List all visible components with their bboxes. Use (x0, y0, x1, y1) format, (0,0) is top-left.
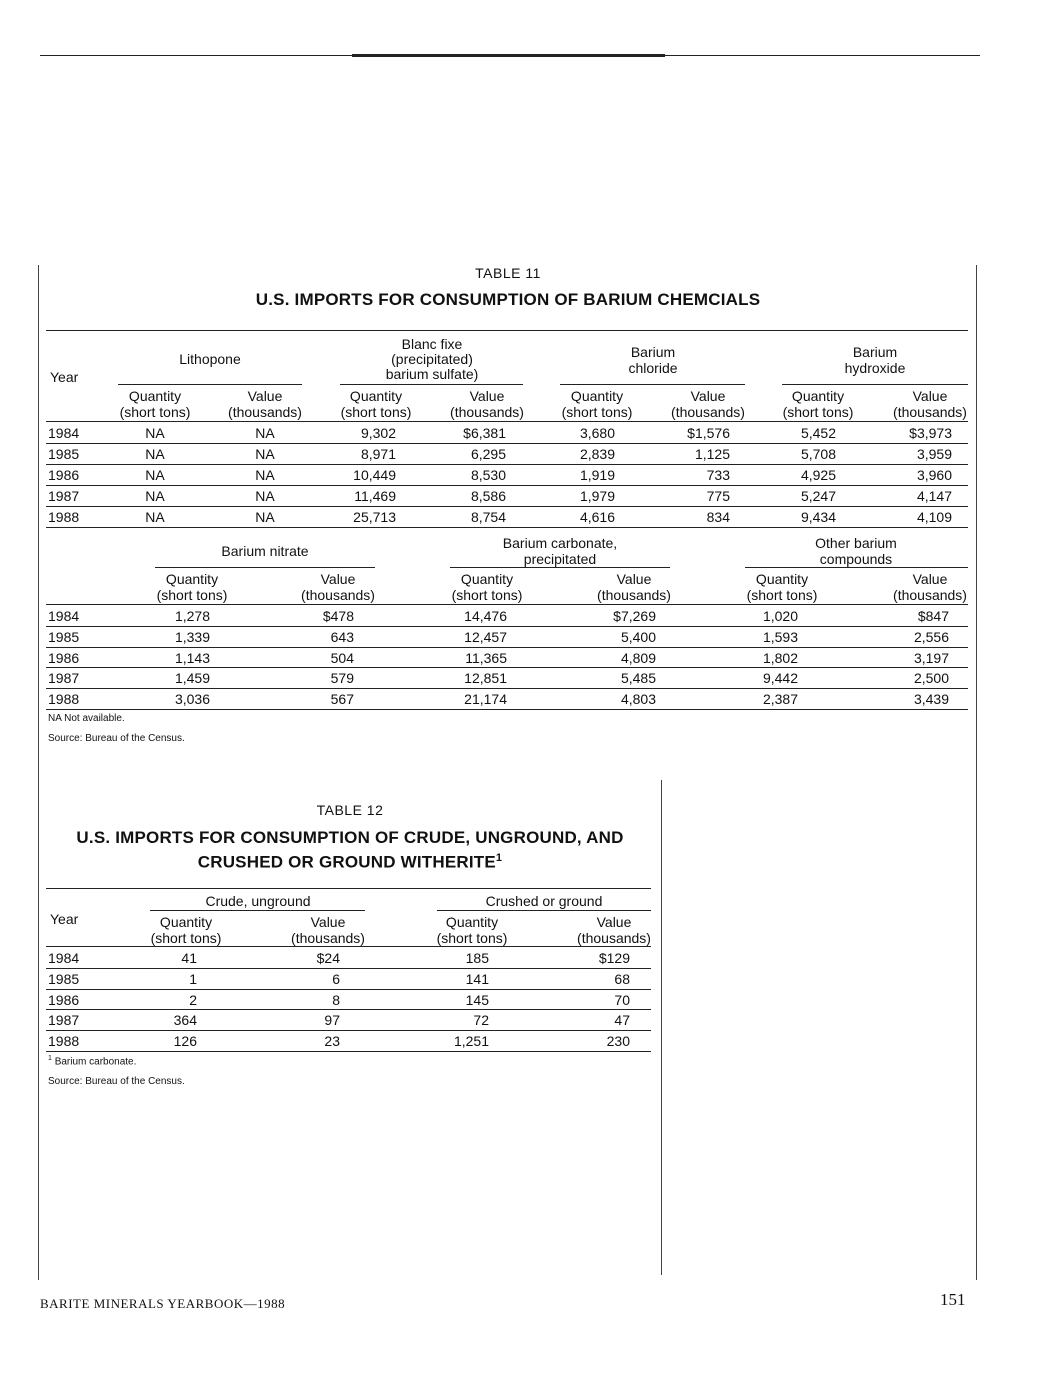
qty-header: Quantity (460, 571, 514, 587)
table-cell: NA (255, 509, 275, 525)
qty-header: Quantity (128, 388, 182, 404)
value-header: Value (912, 571, 948, 587)
group-rule-chloride (560, 384, 745, 385)
table-cell: 643 (330, 628, 354, 645)
value-header-unit: (thousands) (893, 404, 967, 420)
header-hydroxide-2: hydroxide (844, 360, 906, 376)
table-cell: 4,616 (579, 509, 615, 525)
value-header: Value (616, 571, 652, 587)
table11-title: U.S. IMPORTS FOR CONSUMPTION OF BARIUM CHEMCIALS (255, 290, 761, 309)
row-rule (46, 667, 968, 668)
page-number: 151 (940, 1290, 966, 1309)
table-cell: 21,174 (464, 691, 507, 708)
table-cell: 4,925 (800, 467, 836, 483)
table-cell: 504 (330, 649, 354, 666)
value-header-unit: (thousands) (893, 587, 967, 603)
value-header-unit: (thousands) (291, 930, 365, 946)
row-rule (46, 626, 968, 627)
qty-header: Quantity (349, 388, 403, 404)
header-lithopone: Lithopone (179, 351, 241, 367)
row-rule (46, 1051, 651, 1052)
table-cell: 9,434 (800, 509, 836, 525)
table-cell: 68 (614, 970, 630, 987)
row-rule (46, 443, 968, 444)
value-header-unit: (thousands) (597, 587, 671, 603)
table-cell: 579 (330, 670, 354, 687)
row-rule (46, 647, 968, 648)
year-cell: 1986 (48, 649, 80, 666)
footnote-text: Barium carbonate. (54, 1056, 137, 1068)
table-cell: 14,476 (464, 608, 507, 624)
table-cell: 12,457 (464, 628, 507, 645)
table-cell: 4,809 (620, 649, 656, 666)
header-blanc-fixe-3: barium sulfate) (385, 366, 479, 382)
table-cell: 5,400 (620, 628, 656, 645)
left-margin-line (38, 265, 39, 1280)
table-cell: 8,971 (360, 446, 396, 462)
value-header-unit: (thousands) (228, 404, 302, 420)
table11-label: TABLE 11 (475, 265, 541, 281)
table-cell: 8,586 (470, 488, 506, 504)
qty-header-unit: (short tons) (782, 404, 854, 420)
year-cell: 1987 (48, 670, 80, 687)
table-cell: 1 (189, 970, 197, 987)
table-cell: 4,147 (916, 488, 952, 504)
table-cell: 25,713 (353, 509, 396, 525)
table-cell: 1,251 (453, 1033, 489, 1050)
table-cell: 230 (606, 1033, 630, 1050)
qty-header: Quantity (445, 914, 499, 930)
year-cell: 1984 (48, 425, 80, 441)
table-cell: $7,269 (613, 608, 656, 624)
value-header: Value (310, 914, 346, 930)
table-cell: $1,576 (687, 425, 730, 441)
year-cell: 1984 (48, 608, 80, 624)
table-cell: 733 (706, 467, 730, 483)
table-cell: 1,593 (762, 628, 798, 645)
table-cell: 8 (332, 991, 340, 1008)
table12-label: TABLE 12 (316, 802, 384, 818)
table11-header-rule (46, 421, 968, 422)
table-cell: 3,439 (913, 691, 949, 708)
qty-header-unit: (short tons) (119, 404, 191, 420)
qty-header: Quantity (570, 388, 624, 404)
header-carbonate-2: precipitated (523, 551, 597, 567)
table-cell: 775 (706, 488, 730, 504)
table12-title-text: CRUSHED OR GROUND WITHERITE (197, 852, 496, 872)
table-cell: NA (145, 488, 165, 504)
value-header: Value (596, 914, 632, 930)
table-cell: 72 (473, 1012, 489, 1029)
table-cell: 9,302 (360, 425, 396, 441)
table-cell: 3,959 (916, 446, 952, 462)
table-cell: $478 (322, 608, 354, 624)
header-hydroxide-1: Barium (852, 344, 898, 360)
row-rule (46, 688, 968, 689)
column-divider-line (661, 780, 662, 1275)
table-cell: NA (255, 467, 275, 483)
table-cell: 70 (614, 991, 630, 1008)
row-rule (46, 1009, 651, 1010)
qty-header-unit: (short tons) (156, 587, 228, 603)
qty-header: Quantity (165, 571, 219, 587)
qty-header-unit: (short tons) (150, 930, 222, 946)
qty-header-unit: (short tons) (340, 404, 412, 420)
row-rule (46, 506, 968, 507)
table-cell: $129 (598, 950, 630, 966)
qty-header-unit: (short tons) (436, 930, 508, 946)
row-rule (46, 968, 651, 969)
table-cell: 12,851 (464, 670, 507, 687)
table-cell: 1,979 (579, 488, 615, 504)
year-cell: 1987 (48, 1012, 80, 1029)
row-rule (46, 1030, 651, 1031)
value-header-unit: (thousands) (301, 587, 375, 603)
table-cell: 6 (332, 970, 340, 987)
table-cell: 6,295 (470, 446, 506, 462)
group-rule-crude (150, 910, 365, 911)
table12-title-line2 (198, 848, 503, 873)
table12-header-rule (46, 946, 651, 947)
header-other-2: compounds (819, 551, 893, 567)
table-cell: 141 (465, 970, 489, 987)
table-cell: 1,459 (174, 670, 210, 687)
table-cell: 2,839 (579, 446, 615, 462)
table-cell: 2,500 (913, 670, 949, 687)
table-cell: 2,387 (762, 691, 798, 708)
table-cell: 1,143 (174, 649, 210, 666)
table-cell: 567 (330, 691, 354, 708)
table-cell: 1,278 (174, 608, 210, 624)
table-cell: $6,381 (463, 425, 506, 441)
qty-header: Quantity (159, 914, 213, 930)
row-rule (46, 464, 968, 465)
table-cell: 145 (465, 991, 489, 1008)
qty-header: Quantity (755, 571, 809, 587)
table-cell: 11,365 (465, 649, 507, 666)
table-cell: 8,754 (470, 509, 506, 525)
table-cell: 41 (181, 950, 197, 966)
header-blanc-fixe-2: (precipitated) (391, 351, 473, 367)
group-rule-other (745, 567, 968, 568)
year-cell: 1985 (48, 970, 80, 987)
group-rule-crushed (437, 910, 651, 911)
right-margin-line (976, 265, 977, 1280)
value-header-unit: (thousands) (577, 930, 651, 946)
table-cell: 97 (324, 1012, 340, 1029)
header-crushed-ground: Crushed or ground (485, 893, 603, 909)
table-cell: 4,803 (620, 691, 656, 708)
table-cell: 11,469 (354, 488, 396, 504)
table-cell: 3,680 (579, 425, 615, 441)
table-cell: 8,530 (470, 467, 506, 483)
table-cell: NA (255, 488, 275, 504)
group-rule-blanc (340, 384, 523, 385)
year-cell: 1985 (48, 446, 80, 462)
table11-source: Source: Bureau of the Census. (48, 733, 185, 744)
footnote-marker: 1 (495, 852, 503, 864)
table11-na-note: NA Not available. (48, 713, 125, 724)
table-cell: $3,973 (909, 425, 952, 441)
table-cell: $847 (917, 608, 949, 624)
table11-part2-header-rule (46, 604, 968, 605)
table-cell: 364 (173, 1012, 197, 1029)
row-rule (46, 989, 651, 990)
qty-header-unit: (short tons) (746, 587, 818, 603)
header-nitrate: Barium nitrate (221, 543, 309, 559)
header-crude-unground: Crude, unground (205, 893, 311, 909)
value-header: Value (469, 388, 505, 404)
table-cell: 5,247 (800, 488, 836, 504)
value-header: Value (320, 571, 356, 587)
group-rule-carbonate (450, 567, 670, 568)
table-cell: NA (255, 425, 275, 441)
table-cell: 1,802 (762, 649, 798, 666)
header-other-1: Other barium (815, 535, 897, 551)
table-cell: 5,452 (800, 425, 836, 441)
header-chloride-2: chloride (628, 360, 678, 376)
value-header: Value (690, 388, 726, 404)
top-rule-thick (352, 54, 665, 57)
table-cell: NA (145, 425, 165, 441)
value-header-unit: (thousands) (450, 404, 524, 420)
qty-header: Quantity (791, 388, 845, 404)
year-cell: 1984 (48, 950, 80, 966)
row-rule (46, 485, 968, 486)
value-header: Value (912, 388, 948, 404)
table-cell: 126 (173, 1033, 197, 1050)
table-cell: $24 (316, 950, 340, 966)
table-cell: 9,442 (762, 670, 798, 687)
table11-year-header: Year (50, 369, 79, 385)
table12-footnote (48, 1055, 136, 1067)
table-cell: 834 (706, 509, 730, 525)
table-cell: 2 (189, 991, 197, 1008)
table-cell: 23 (324, 1033, 340, 1050)
table-cell: 4,109 (916, 509, 952, 525)
year-cell: 1988 (48, 1033, 80, 1050)
table12-source: Source: Bureau of the Census. (48, 1076, 185, 1087)
table-cell: 1,125 (694, 446, 730, 462)
table-cell: NA (145, 467, 165, 483)
year-cell: 1987 (48, 488, 80, 504)
table-cell: 5,485 (620, 670, 656, 687)
table-cell: NA (145, 509, 165, 525)
table-cell: 1,339 (174, 628, 210, 645)
table-cell: 47 (614, 1012, 630, 1029)
qty-header-unit: (short tons) (451, 587, 523, 603)
row-rule (46, 709, 968, 710)
table-cell: 2,556 (913, 628, 949, 645)
table-cell: 1,919 (579, 467, 615, 483)
header-chloride-1: Barium (630, 344, 676, 360)
table-cell: 10,449 (353, 467, 396, 483)
group-rule-nitrate (155, 567, 375, 568)
table-cell: 1,020 (762, 608, 798, 624)
header-blanc-fixe-1: Blanc fixe (401, 336, 463, 352)
value-header-unit: (thousands) (671, 404, 745, 420)
footnote-marker: 1 (48, 1055, 52, 1062)
table-cell: 3,036 (174, 691, 210, 708)
table-cell: 3,960 (916, 467, 952, 483)
table-cell: 5,708 (800, 446, 836, 462)
year-cell: 1988 (48, 509, 80, 525)
table-cell: NA (145, 446, 165, 462)
table-cell: 3,197 (913, 649, 949, 666)
row-rule (46, 527, 968, 528)
year-cell: 1986 (48, 467, 80, 483)
year-cell: 1988 (48, 691, 80, 708)
year-cell: 1985 (48, 628, 80, 645)
value-header: Value (247, 388, 283, 404)
table12-title-line1: U.S. IMPORTS FOR CONSUMPTION OF CRUDE, UNGROUND, AND (76, 828, 624, 847)
header-carbonate-1: Barium carbonate, (502, 535, 618, 551)
qty-header-unit: (short tons) (561, 404, 633, 420)
year-cell: 1986 (48, 991, 80, 1008)
table-cell: NA (255, 446, 275, 462)
footer-publication: BARITE MINERALS YEARBOOK—1988 (40, 1296, 286, 1311)
group-rule-lithopone (118, 384, 302, 385)
group-rule-hydroxide (782, 384, 968, 385)
table11-top-rule (46, 330, 968, 331)
table12-year-header: Year (50, 911, 79, 927)
table12-top-rule (46, 888, 651, 889)
table-cell: 185 (465, 950, 489, 966)
